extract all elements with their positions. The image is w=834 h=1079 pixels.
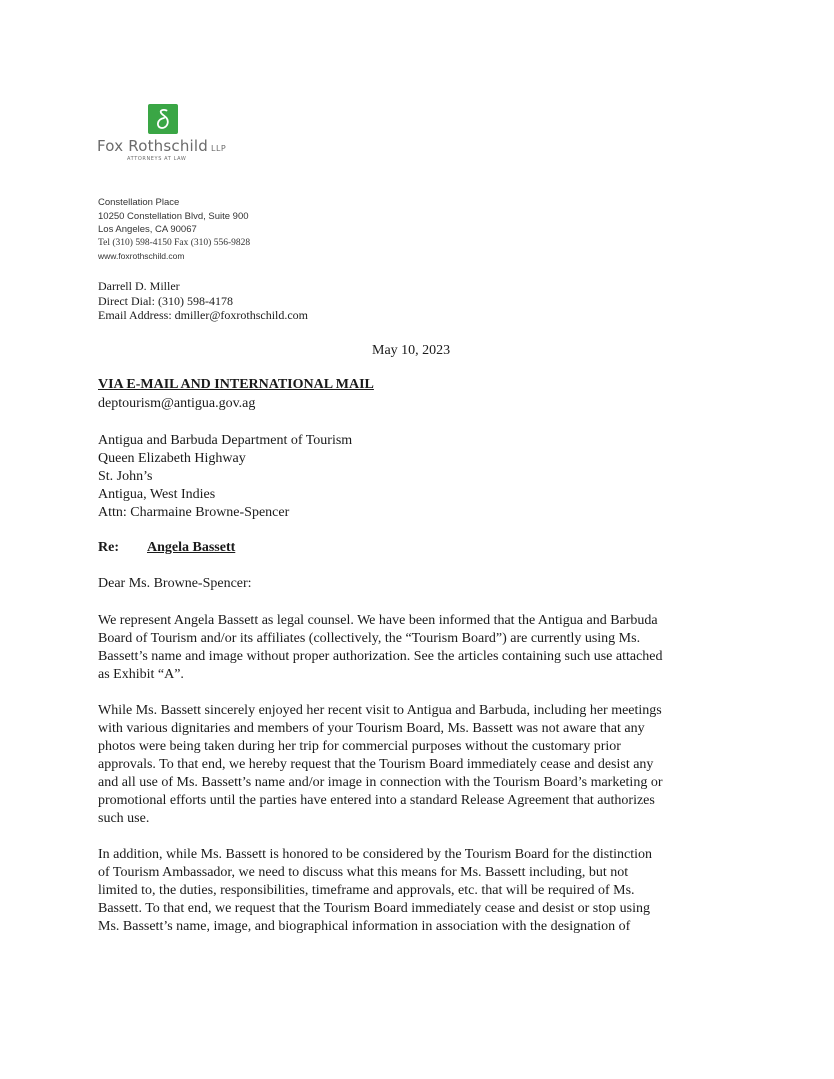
- re-label: Re:: [98, 540, 119, 555]
- address-line: 10250 Constellation Blvd, Suite 900: [98, 210, 249, 222]
- recipient-attention: Attn: Charmaine Browne-Spencer: [98, 505, 290, 520]
- paragraph-line: such use.: [98, 811, 150, 826]
- paragraph-line: with various dignitaries and members of your Tourism Board, Ms. Bassett was not aware that any: [98, 721, 645, 736]
- paragraph-line: Bassett. To that end, we request that the Tourism Board immediately cease and desist or stop using: [98, 901, 650, 916]
- sender-email: Email Address: dmiller@foxrothschild.com: [98, 308, 309, 322]
- sender-block: [98, 279, 308, 323]
- paragraph-line: limited to, the duties, responsibilities, timeframe and approvals, etc. that will be required of Ms.: [98, 883, 635, 898]
- firm-name-text: Fox Rothschild: [97, 137, 208, 155]
- paragraph-line: We represent Angela Bassett as legal counsel. We have been informed that the Antigua and Barbuda: [98, 613, 658, 628]
- firm-phone-fax: Tel (310) 598-4150 Fax (310) 556-9828: [98, 237, 251, 248]
- paragraph-line: approvals. To that end, we hereby request that the Tourism Board immediately cease and desist any: [98, 757, 654, 772]
- delivery-method: VIA E-MAIL AND INTERNATIONAL MAIL: [98, 377, 374, 392]
- paragraph-line: photos were being taken during her trip for commercial purposes without the customary prior: [98, 739, 621, 754]
- logo-delta-glyph: [153, 108, 173, 130]
- recipient-line: Antigua and Barbuda Department of Tourism: [98, 433, 353, 448]
- address-line: Los Angeles, CA 90067: [98, 224, 197, 235]
- sender-direct-dial: Direct Dial: (310) 598-4178: [98, 293, 233, 308]
- re-subject: Angela Bassett: [147, 540, 236, 555]
- paragraph-line: Ms. Bassett’s name, image, and biographical information in association with the designation of: [98, 919, 631, 934]
- sender-name: Darrell D. Miller: [98, 279, 180, 293]
- delivery-email: deptourism@antigua.gov.ag: [98, 396, 256, 411]
- address-line: Constellation Place: [98, 197, 180, 208]
- firm-suffix: LLP: [211, 144, 227, 153]
- firm-name: [97, 137, 226, 155]
- body-paragraph-1: [98, 612, 748, 684]
- firm-address: [98, 196, 250, 264]
- paragraph-line: of Tourism Ambassador, we need to discuss what this means for Ms. Bassett including, but not: [98, 865, 629, 880]
- paragraph-line: as Exhibit “A”.: [98, 667, 184, 682]
- firm-website-link[interactable]: www.foxrothschild.com: [98, 251, 185, 261]
- recipient-block: [98, 432, 352, 522]
- body-paragraph-2: [98, 702, 748, 828]
- paragraph-line: Bassett’s name and image without proper authorization. See the articles containing such use attached: [98, 649, 663, 664]
- paragraph-line: While Ms. Bassett sincerely enjoyed her recent visit to Antigua and Barbuda, including her meetings: [98, 703, 662, 718]
- recipient-line: Antigua, West Indies: [98, 487, 216, 502]
- paragraph-line: promotional efforts until the parties have entered into a standard Release Agreement that authorizes: [98, 793, 655, 808]
- salutation: Dear Ms. Browne-Spencer:: [98, 576, 252, 591]
- recipient-line: St. John’s: [98, 469, 153, 484]
- letter-date: May 10, 2023: [372, 343, 451, 358]
- paragraph-line: and all use of Ms. Bassett’s name and/or image in connection with the Tourism Board’s marketing or: [98, 775, 663, 790]
- paragraph-line: Board of Tourism and/or its affiliates (collectively, the “Tourism Board”) are currently using Ms.: [98, 631, 641, 646]
- body-paragraph-3: [98, 846, 748, 936]
- paragraph-line: In addition, while Ms. Bassett is honored to be considered by the Tourism Board for the distinction: [98, 847, 653, 862]
- recipient-line: Queen Elizabeth Highway: [98, 451, 246, 466]
- firm-logo-icon: [148, 104, 178, 134]
- firm-tagline: ATTORNEYS AT LAW: [127, 156, 187, 162]
